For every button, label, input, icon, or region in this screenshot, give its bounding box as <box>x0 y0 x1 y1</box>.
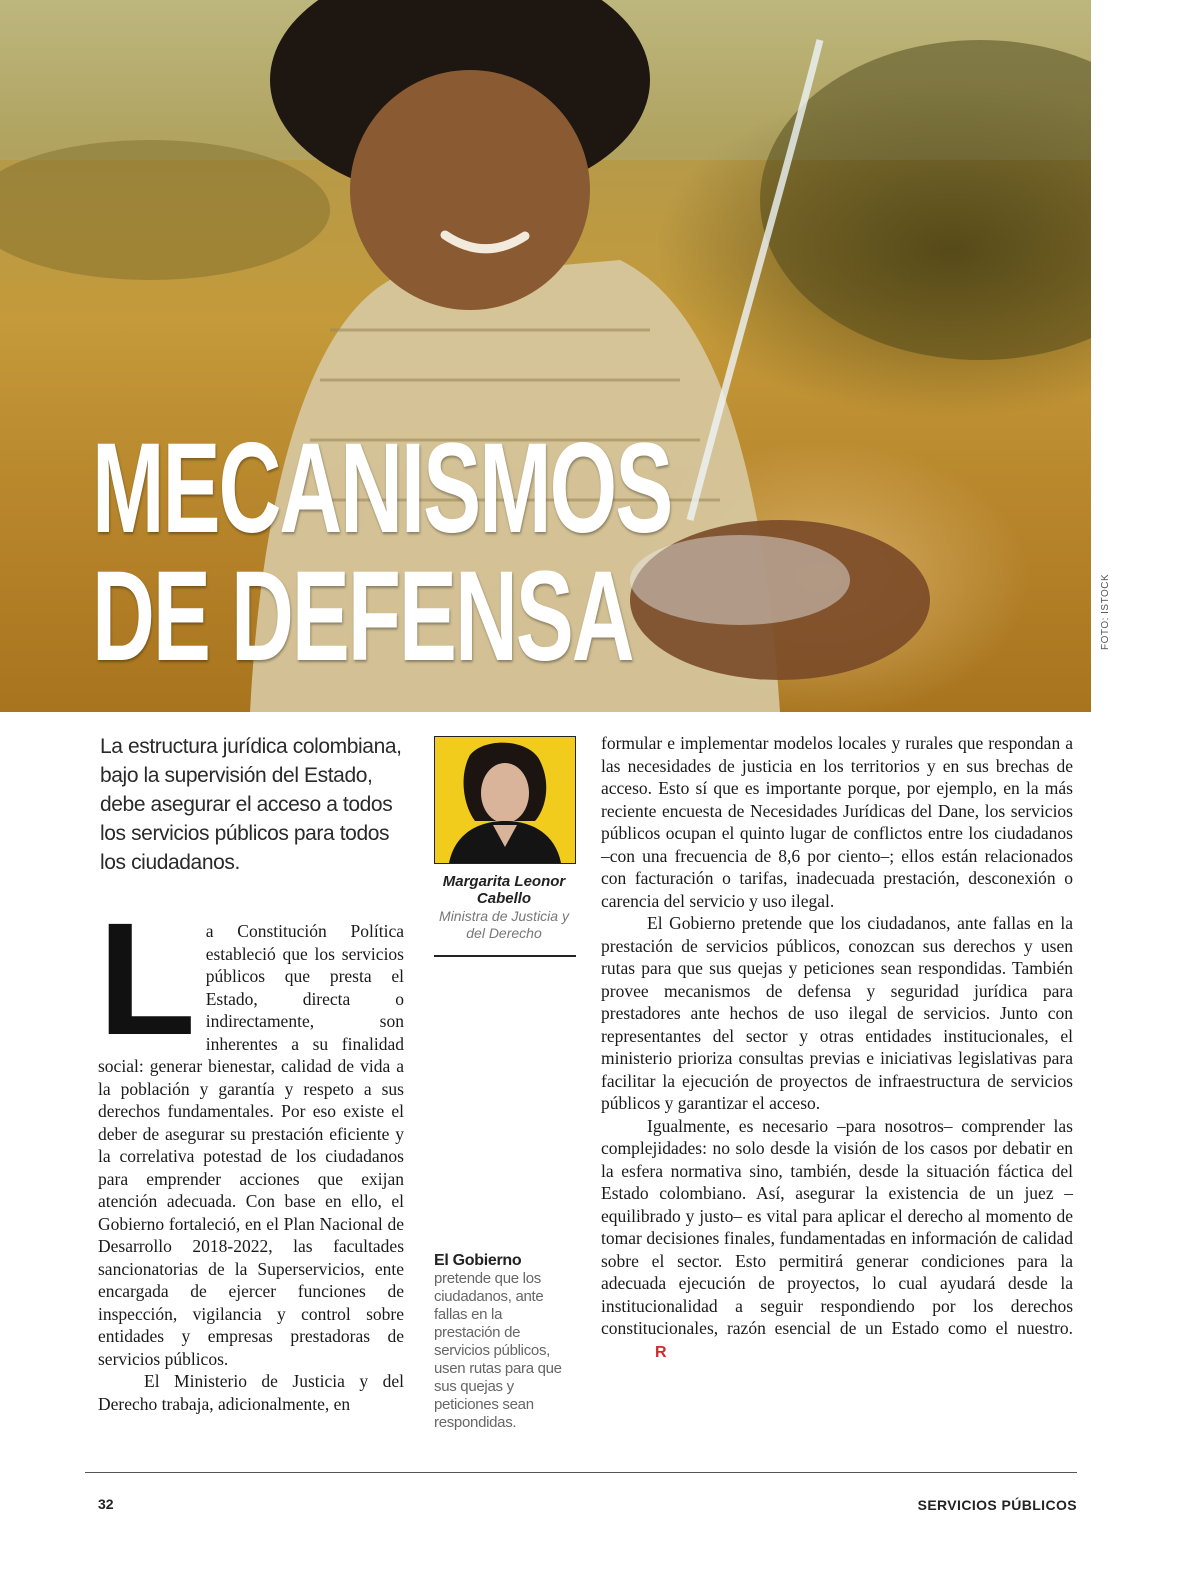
hero-photo <box>0 0 1091 712</box>
body-paragraph-4 <box>601 1115 1073 1365</box>
body-paragraph-3: El Gobierno pretende que los ciudadanos, ante fallas en la prestación de servicios públicos, conozcan sus derechos y usen rutas para que sus quejas y peticiones sean respondidas. También provee mecanismos de defensa y seguridad jurídica para prestadores ante hechos de uso ilegal de servicios. Junto con representantes del sector y otras entidades institucionales, el ministerio prioriza consultas previas e iniciativas legislativas para facilitar la ejecución de proyectos de infraestructura de servicios públicos y garantizar el acceso. <box>601 913 1073 1113</box>
body-paragraph-2-continued: formular e implementar modelos locales y rurales que respondan a las necesidades de justicia en los territorios y en sus brechas de acceso. Esto sí que es importante porque, por ejemplo, en la más reciente encuesta de Necesidades Jurídicas del Dane, los servicios públicos ocupan el quinto lugar de conflictos entre los ciudadanos –con una frecuencia de 8,6 por ciento–; ellos están relacionados con facturación o tarifas, inadecuada prestación, desconexión o carencia del servicio y uso ilegal. <box>601 733 1073 911</box>
distant-hill <box>0 140 330 280</box>
byline <box>434 873 574 942</box>
author-portrait <box>434 736 576 864</box>
drop-cap: L <box>98 889 196 1068</box>
pull-quote-head: El Gobierno <box>434 1252 522 1269</box>
body-column-1 <box>98 889 404 1415</box>
body-paragraph-4-text: Igualmente, es necesario –para nosotros– comprender las complejidades: no solo desde la visión de los casos por debatir en la esfera normativa sino, también, desde la situación fáctica del Estado colombiano. Así, asegurar la existencia de un juez –equilibrado y justo– es vital para aplicar el derecho al momento de tomar decisiones finales, fundamentadas en información de calidad sobre el sector. Esto permitirá generar condiciones para la adecuada ejecución de proyectos, lo cual ayudará desde la institucionalidad a seguir respondiendo por los derechos constitucionales, razón esencial de un Estado como el nuestro. <box>601 1115 1073 1338</box>
pull-quote-text: pretende que los ciudadanos, ante fallas en la prestación de servicios públicos, usen rutas para que sus quejas y peticiones sean respondidas. <box>434 1270 562 1431</box>
body-paragraph-2-start: El Ministerio de Justicia y del Derecho trabaja, adicionalmente, en <box>98 1371 404 1414</box>
portrait-illustration <box>435 737 575 863</box>
headline-line-1: MECANISMOS <box>92 417 672 560</box>
pull-quote <box>434 1252 564 1432</box>
body-paragraph-1: a Constitución Política estableció que los servicios públicos que presta el Estado, directa o indirectamente, son inherentes a su finalidad social: generar bienestar, calidad de vida a la población y garantía y respeto a sus derechos fundamentales. Por eso existe el deber de asegurar su prestación eficiente y la correlativa potestad de los ciudadanos para emprender acciones que exijan atención adecuada. Con base en ello, el Gobierno fortaleció, en el Plan Nacional de Desarrollo 2018-2022, las facultades sancionatorias de la Superservicios, ente encargada de ejercer funciones de inspección, vigilancia y control sobre entidades y empresas prestadoras de servicios públicos. <box>98 921 404 1369</box>
page-number: 32 <box>98 1496 114 1512</box>
headline <box>92 417 672 688</box>
headline-line-2: DE DEFENSA <box>92 545 633 688</box>
lead-paragraph: La estructura jurídica colombiana, bajo la supervisión del Estado, debe asegurar el acceso a todos los servicios públicos para todos los ciudadanos. <box>100 735 402 874</box>
end-mark-icon: R <box>655 1343 667 1361</box>
author-name: Margarita Leonor Cabello <box>442 873 566 907</box>
section-name: SERVICIOS PÚBLICOS <box>917 1497 1077 1513</box>
child-face <box>350 70 590 310</box>
author-role: Ministra de Justicia y del Derecho <box>439 908 569 941</box>
byline-divider <box>434 955 576 957</box>
body-column-2 <box>601 732 1073 1364</box>
footer-divider <box>85 1472 1077 1473</box>
photo-credit: FOTO: ISTOCK <box>1100 573 1111 650</box>
portrait-face <box>481 763 529 823</box>
